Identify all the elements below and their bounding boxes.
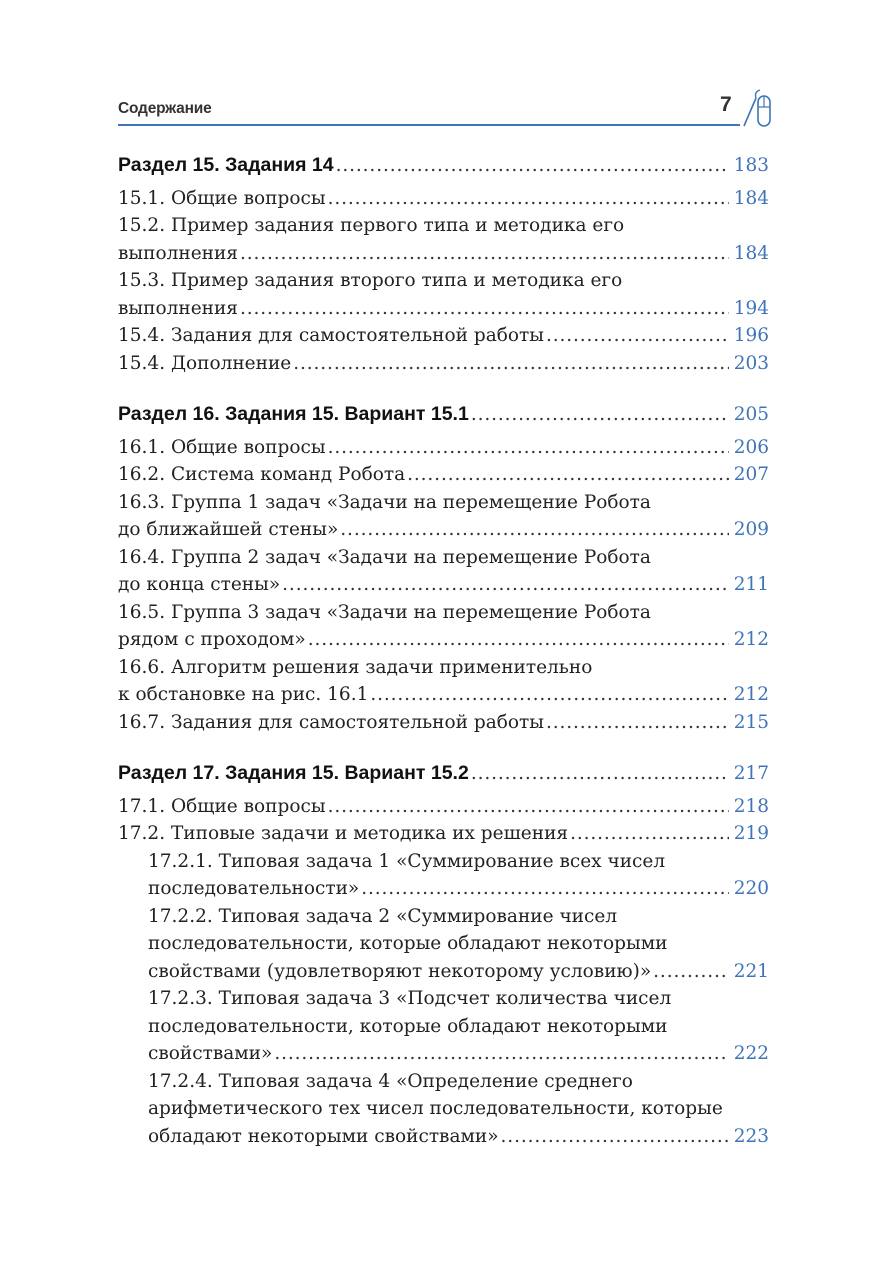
toc-entry[interactable] <box>118 599 769 654</box>
toc-entry[interactable] <box>118 820 769 848</box>
toc-entry-text: 16.3. Группа 1 задач «Задачи на перемещение Робота <box>118 491 651 513</box>
toc-entry[interactable] <box>118 267 769 322</box>
toc-page-number[interactable]: 218 <box>733 795 769 817</box>
dot-leader <box>546 322 729 350</box>
toc-section[interactable] <box>118 401 769 429</box>
toc-entry-text: выполнения <box>118 297 238 319</box>
toc-entry-text: 17.2.3. Типовая задача 3 «Подсчет количества чисел <box>148 988 672 1009</box>
toc-entry-text: последовательности» <box>148 878 360 899</box>
toc-page-number[interactable]: 212 <box>733 684 769 705</box>
toc-page-number[interactable]: 223 <box>733 1125 769 1147</box>
running-header <box>118 88 768 128</box>
dot-leader <box>336 152 729 180</box>
toc-entry[interactable] <box>118 903 769 986</box>
dot-leader <box>361 875 729 903</box>
toc-entry-text: 16.2. Система команд Робота <box>118 464 406 485</box>
toc-entry-text: Раздел 15. Задания 14 <box>118 154 334 176</box>
page-number: 7 <box>720 93 732 116</box>
toc-entry-text: 17.1. Общие вопросы <box>118 795 326 817</box>
dot-leader <box>240 295 729 323</box>
toc-page-number[interactable]: 183 <box>733 155 769 176</box>
toc-entry[interactable] <box>118 322 769 350</box>
toc-entry[interactable] <box>118 709 769 737</box>
toc-entry-text: обладают некоторыми свойствами» <box>148 1125 499 1147</box>
table-of-contents <box>118 152 769 1150</box>
toc-entry-text: 16.6. Алгоритм решения задачи применительно <box>118 656 593 678</box>
toc-entry-text: выполнения <box>118 242 238 264</box>
toc-entry-text: 16.7. Задания для самостоятельной работы <box>118 711 544 733</box>
toc-entry[interactable] <box>118 654 769 709</box>
toc-section[interactable] <box>118 152 769 180</box>
toc-entry-text: 17.2.4. Типовая задача 4 «Определение среднего <box>148 1070 633 1092</box>
toc-page-number[interactable]: 211 <box>733 574 769 595</box>
toc-entry-text: 17.2.1. Типовая задача 1 «Суммирование всех чисел <box>148 850 666 872</box>
dot-leader <box>471 401 729 429</box>
toc-page-number[interactable]: 217 <box>733 763 769 784</box>
dot-leader <box>293 350 729 378</box>
dot-leader <box>501 1123 729 1151</box>
toc-entry-text: 16.1. Общие вопросы <box>118 436 326 458</box>
dot-leader <box>653 958 729 986</box>
dot-leader <box>328 793 729 821</box>
toc-entry-text: свойствами (удовлетворяют некоторому условию)» <box>148 960 652 982</box>
toc-entry[interactable] <box>118 212 769 267</box>
toc-entry-text: 17.2. Типовые задачи и методика их решения <box>118 823 569 844</box>
toc-entry[interactable] <box>118 350 769 378</box>
toc-page-number[interactable]: 194 <box>733 297 769 319</box>
toc-entry-text: последовательности, которые обладают некоторыми <box>148 933 668 954</box>
dot-leader <box>546 709 729 737</box>
toc-entry-text: 16.5. Группа 3 задач «Задачи на перемещение Робота <box>118 601 651 623</box>
toc-page-number[interactable]: 220 <box>733 878 769 899</box>
toc-section[interactable] <box>118 760 769 788</box>
toc-entry-text: 15.4. Дополнение <box>118 352 292 374</box>
toc-entry-text: 15.2. Пример задания первого типа и методика его <box>118 215 625 236</box>
toc-page-number[interactable]: 206 <box>733 436 769 458</box>
toc-page-number[interactable]: 209 <box>733 519 769 540</box>
toc-entry[interactable] <box>118 985 769 1068</box>
dot-leader <box>370 681 729 709</box>
toc-entry-text: до конца стены» <box>118 574 281 595</box>
toc-entry-text: до ближайшей стены» <box>118 519 339 540</box>
toc-page-number[interactable]: 219 <box>733 823 769 844</box>
toc-entry-text: к обстановке на рис. 16.1 <box>118 684 369 705</box>
toc-page-number[interactable]: 207 <box>733 464 769 485</box>
toc-page-number[interactable]: 196 <box>733 325 769 346</box>
toc-entry[interactable] <box>118 1068 769 1151</box>
running-header-title: Содержание <box>118 100 212 117</box>
toc-entry-text: свойствами» <box>148 1043 273 1064</box>
toc-entry[interactable] <box>118 793 769 821</box>
dot-leader <box>340 516 729 544</box>
toc-page-number[interactable]: 215 <box>733 711 769 733</box>
dot-leader <box>240 240 729 268</box>
toc-page-number[interactable]: 222 <box>733 1043 769 1064</box>
dot-leader <box>328 185 729 213</box>
toc-entry[interactable] <box>118 489 769 544</box>
toc-entry[interactable] <box>118 544 769 599</box>
toc-page-number[interactable]: 205 <box>733 404 769 425</box>
dot-leader <box>282 571 729 599</box>
header-rule <box>118 124 740 126</box>
toc-entry-text: 15.4. Задания для самостоятельной работы <box>118 325 544 346</box>
dot-leader <box>570 820 729 848</box>
dot-leader <box>407 461 729 489</box>
dot-leader <box>274 1040 729 1068</box>
toc-entry[interactable] <box>118 434 769 462</box>
toc-page-number[interactable]: 212 <box>733 629 769 650</box>
mouse-icon <box>734 88 774 128</box>
dot-leader <box>471 760 729 788</box>
toc-page-number[interactable]: 221 <box>733 960 769 982</box>
toc-entry[interactable] <box>118 185 769 213</box>
toc-page-number[interactable]: 203 <box>733 352 769 374</box>
dot-leader <box>308 626 729 654</box>
toc-entry-text: рядом с проходом» <box>118 629 306 650</box>
toc-entry-text: 15.3. Пример задания второго типа и методика его <box>118 270 623 291</box>
toc-page-number[interactable]: 184 <box>733 242 769 264</box>
toc-entry-text: 15.1. Общие вопросы <box>118 187 326 209</box>
toc-entry-text: 17.2.2. Типовая задача 2 «Суммирование чисел <box>148 905 618 927</box>
toc-entry-text: последовательности, которые обладают некоторыми <box>148 1015 668 1037</box>
toc-entry-text: Раздел 17. Задания 15. Вариант 15.2 <box>118 762 469 784</box>
dot-leader <box>328 434 729 462</box>
toc-page-number[interactable]: 184 <box>733 187 769 209</box>
toc-entry-text: Раздел 16. Задания 15. Вариант 15.1 <box>118 403 469 425</box>
toc-entry[interactable] <box>118 848 769 903</box>
toc-entry-text: арифметического тех чисел последовательности, которые <box>148 1098 723 1119</box>
toc-entry[interactable] <box>118 461 769 489</box>
toc-entry-text: 16.4. Группа 2 задач «Задачи на перемещение Робота <box>118 546 651 568</box>
